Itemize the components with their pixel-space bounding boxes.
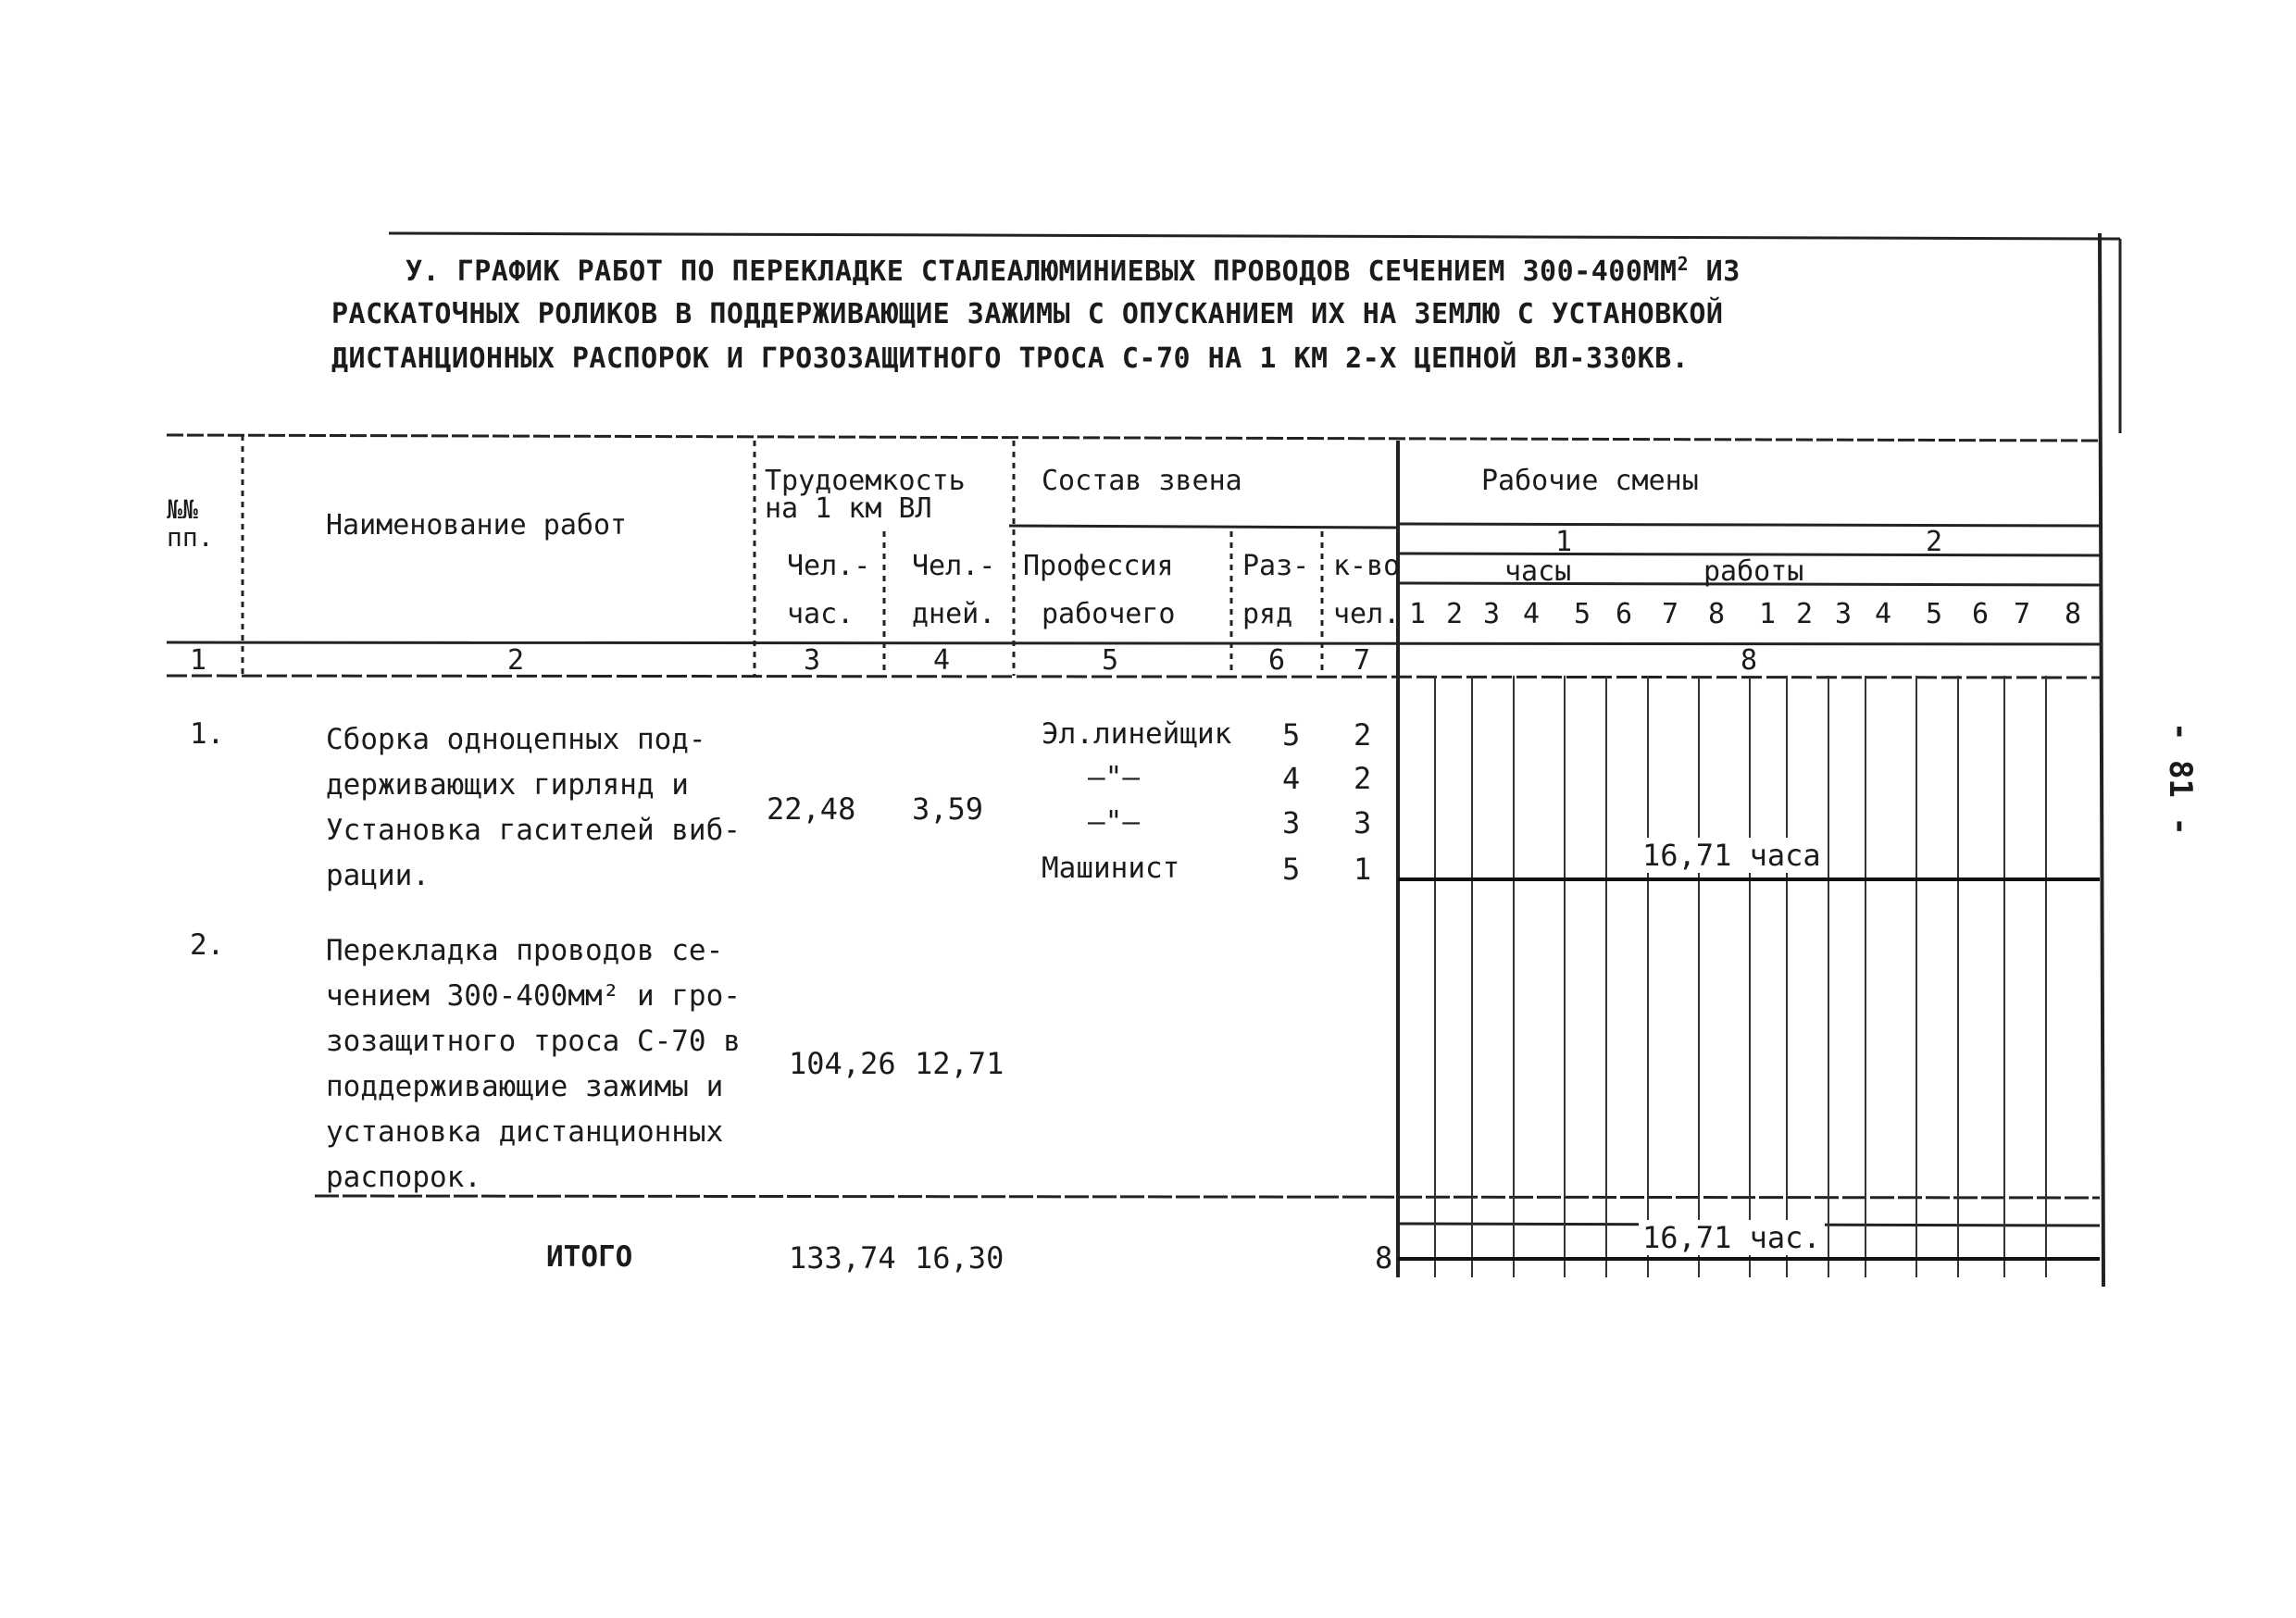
crew-profession: Эл.линейщик [1042,717,1232,751]
hour-label: 4 [1875,598,1892,630]
crew-profession: –"– [1088,805,1140,839]
hour-label: 5 [1574,598,1591,630]
hour-label: 8 [2065,598,2082,630]
total-label: ИТОГО [546,1240,633,1274]
hour-label: 6 [1972,598,1990,630]
hour-label: 7 [1662,598,1679,630]
header-hours-word: часы [1504,555,1572,588]
hour-label: 4 [1523,598,1541,630]
title-line2: РАСКАТОЧНЫХ РОЛИКОВ В ПОДДЕРЖИВАЮЩИЕ ЗАЖИМЫ С ОПУСКАНИЕМ ИХ НА ЗЕМЛЮ С УСТАНОВКОЙ [331,298,1724,330]
row1-man-hours: 22,48 [767,791,856,827]
hour-label: 2 [1796,598,1814,630]
crew-count: 2 [1354,761,1372,796]
hour-label: 6 [1616,598,1633,630]
header-profession-2: рабочего [1042,598,1176,630]
header-shift-1: 1 [1555,526,1573,558]
header-profession-1: Профессия [1023,550,1174,582]
hour-label: 8 [1708,598,1726,630]
header-shifts: Рабочие смены [1481,465,1699,497]
header-labor-sub: на 1 км ВЛ [765,492,932,525]
row1-number: 1. [190,717,225,751]
title-line1: У. ГРАФИК РАБОТ ПО ПЕРЕКЛАДКЕ СТАЛЕАЛЮМИНИЕВЫХ ПРОВОДОВ СЕЧЕНИЕМ $300-400ММ^2$ ИЗ [406,253,1741,288]
header-num: №№ пп. [167,494,214,553]
hour-label: 5 [1926,598,1943,630]
row2-name: Перекладка проводов се- чением 300-400мм² и гро- зозащитного троса С-70 в поддерживающие зажимы и установка дистанционных распорок. [326,934,741,1194]
crew-profession: Машинист [1042,852,1180,885]
header-grade-2: ряд [1242,598,1293,630]
col-number: 1 [190,644,207,677]
header-name: Наименование работ [326,509,628,541]
total-man-hours: 133,74 [789,1240,896,1276]
col-number: 6 [1268,644,1286,677]
col-number: 7 [1354,644,1371,677]
hour-label: 3 [1835,598,1853,630]
total-count: 8 [1375,1240,1393,1276]
header-work-word: работы [1703,555,1804,588]
row2-man-days: 12,71 [915,1046,1004,1081]
crew-grade: 5 [1282,852,1301,887]
header-man-days-1: Чел.- [912,550,996,582]
crew-grade: 5 [1282,717,1301,753]
crew-profession: –"– [1088,761,1140,794]
header-man-days-2: дней. [912,598,996,630]
row1-man-days: 3,59 [912,791,984,827]
col-number: 8 [1741,644,1758,677]
header-shift-2: 2 [1926,526,1943,558]
row2-number: 2. [190,928,225,962]
header-grade-1: Раз- [1242,550,1310,582]
row2-man-hours: 104,26 [789,1046,896,1081]
hour-label: 1 [1759,598,1777,630]
header-crew: Состав звена [1042,465,1242,497]
crew-count: 2 [1354,717,1372,753]
col-number: 2 [507,644,525,677]
header-labor: Трудоемкость [765,465,966,497]
hour-label: 7 [2014,598,2031,630]
header-count-2: чел. [1333,598,1401,630]
crew-grade: 4 [1282,761,1301,796]
total-bar-label: 16,71 час. [1639,1220,1825,1255]
crew-count: 1 [1354,852,1372,887]
col-number: 4 [933,644,951,677]
crew-count: 3 [1354,805,1372,840]
header-man-hours-2: час. [787,598,855,630]
row1-bar-label: 16,71 часа [1639,838,1825,873]
title-line3: ДИСТАНЦИОННЫХ РАСПОРОК И ГРОЗОЗАЩИТНОГО ТРОСА С-70 НА 1 КМ 2-Х ЦЕПНОЙ ВЛ-330КВ. [331,342,1690,375]
header-count-1: к-во [1333,550,1401,582]
crew-grade: 3 [1282,805,1301,840]
hour-label: 1 [1409,598,1427,630]
hour-label: 3 [1483,598,1501,630]
col-number: 5 [1102,644,1119,677]
row1-name: Сборка одноцепных под- держивающих гирлянд и Установка гасителей виб- рации. [326,723,741,892]
page-number: - 81 - [2162,722,2199,836]
header-man-hours-1: Чел.- [787,550,871,582]
total-man-days: 16,30 [915,1240,1004,1276]
hour-label: 2 [1446,598,1464,630]
col-number: 3 [804,644,821,677]
